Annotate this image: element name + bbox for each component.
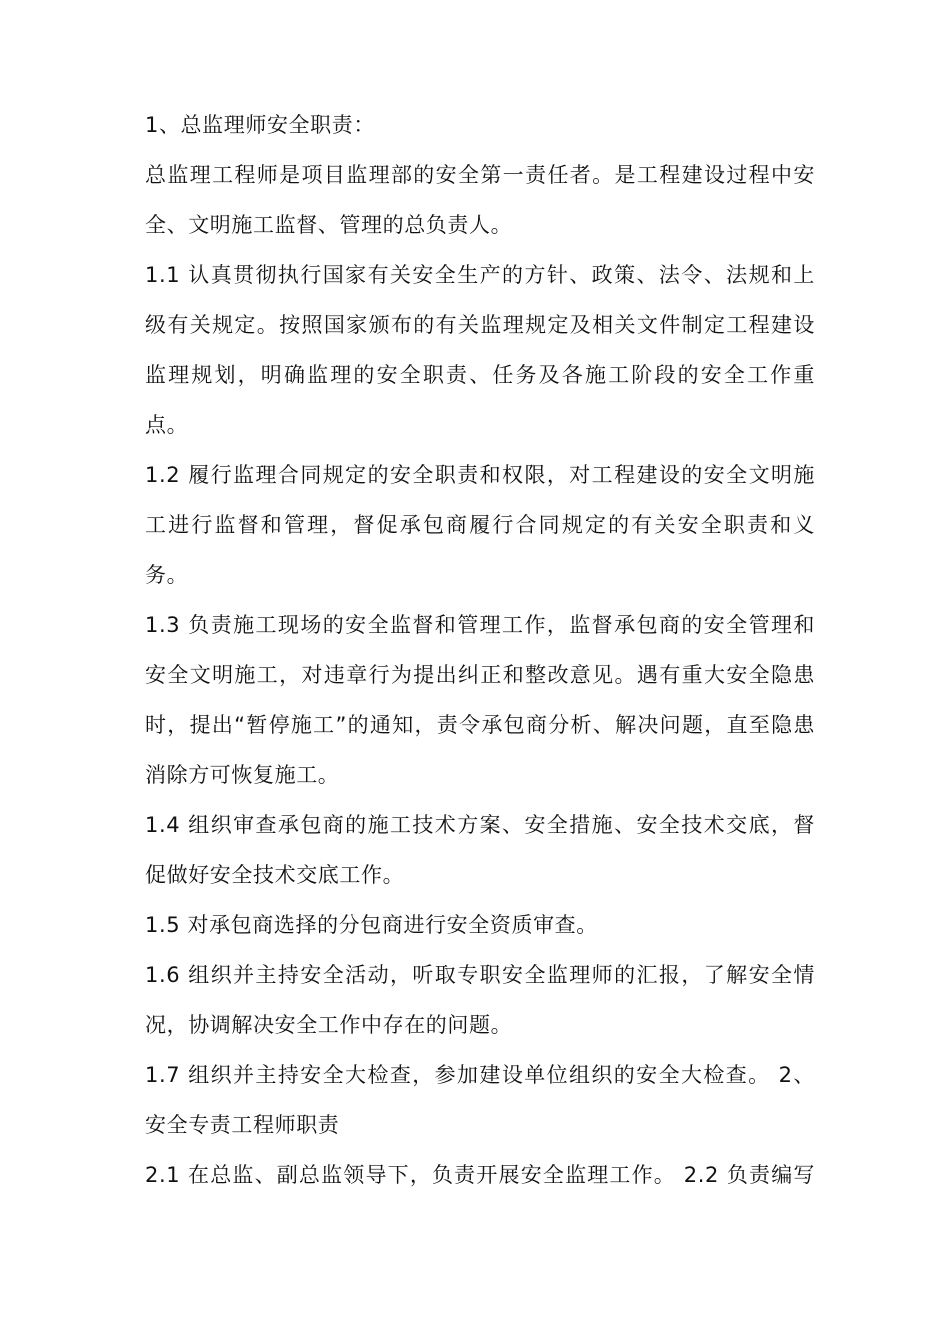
document-body — [145, 100, 815, 1200]
text-line: 1.5 对承包商选择的分包商进行安全资质审查。 — [145, 913, 598, 937]
text-line: 1.7 组织并主持安全大检查，参加建设单位组织的安全大检查。 2、 — [145, 1063, 815, 1087]
text-line: 促做好安全技术交底工作。 — [145, 863, 405, 887]
text-line: 1.4 组织审查承包商的施工技术方案、安全措施、安全技术交底，督 — [145, 813, 815, 837]
text-line: 1.1 认真贯彻执行国家有关安全生产的方针、政策、法令、法规和上 — [145, 263, 815, 287]
text-line: 点。 — [145, 413, 189, 437]
text-line: 全、文明施工监督、管理的总负责人。 — [145, 213, 513, 237]
text-line: 总监理工程师是项目监理部的安全第一责任者。是工程建设过程中安 — [145, 163, 815, 187]
text-line: 况，协调解决安全工作中存在的问题。 — [145, 1013, 513, 1037]
text-line: 1.2 履行监理合同规定的安全职责和权限，对工程建设的安全文明施 — [145, 463, 815, 487]
text-line: 监理规划，明确监理的安全职责、任务及各施工阶段的安全工作重 — [145, 363, 815, 387]
text-line: 2.1 在总监、副总监领导下，负责开展安全监理工作。 2.2 负责编写 — [145, 1163, 815, 1187]
text-line: 务。 — [145, 563, 189, 587]
text-line: 1.6 组织并主持安全活动，听取专职安全监理师的汇报，了解安全情 — [145, 963, 815, 987]
text-line: 1、总监理师安全职责： — [145, 113, 375, 137]
text-line: 安全专责工程师职责 — [145, 1113, 340, 1137]
text-line: 时，提出“暂停施工”的通知，责令承包商分析、解决问题，直至隐患 — [145, 713, 815, 737]
text-line: 安全文明施工，对违章行为提出纠正和整改意见。遇有重大安全隐患 — [145, 663, 815, 687]
text-line: 级有关规定。按照国家颁布的有关监理规定及相关文件制定工程建设 — [145, 313, 815, 337]
text-line: 1.3 负责施工现场的安全监督和管理工作，监督承包商的安全管理和 — [145, 613, 815, 637]
text-line: 工进行监督和管理，督促承包商履行合同规定的有关安全职责和义 — [145, 513, 815, 537]
text-line: 消除方可恢复施工。 — [145, 763, 340, 787]
